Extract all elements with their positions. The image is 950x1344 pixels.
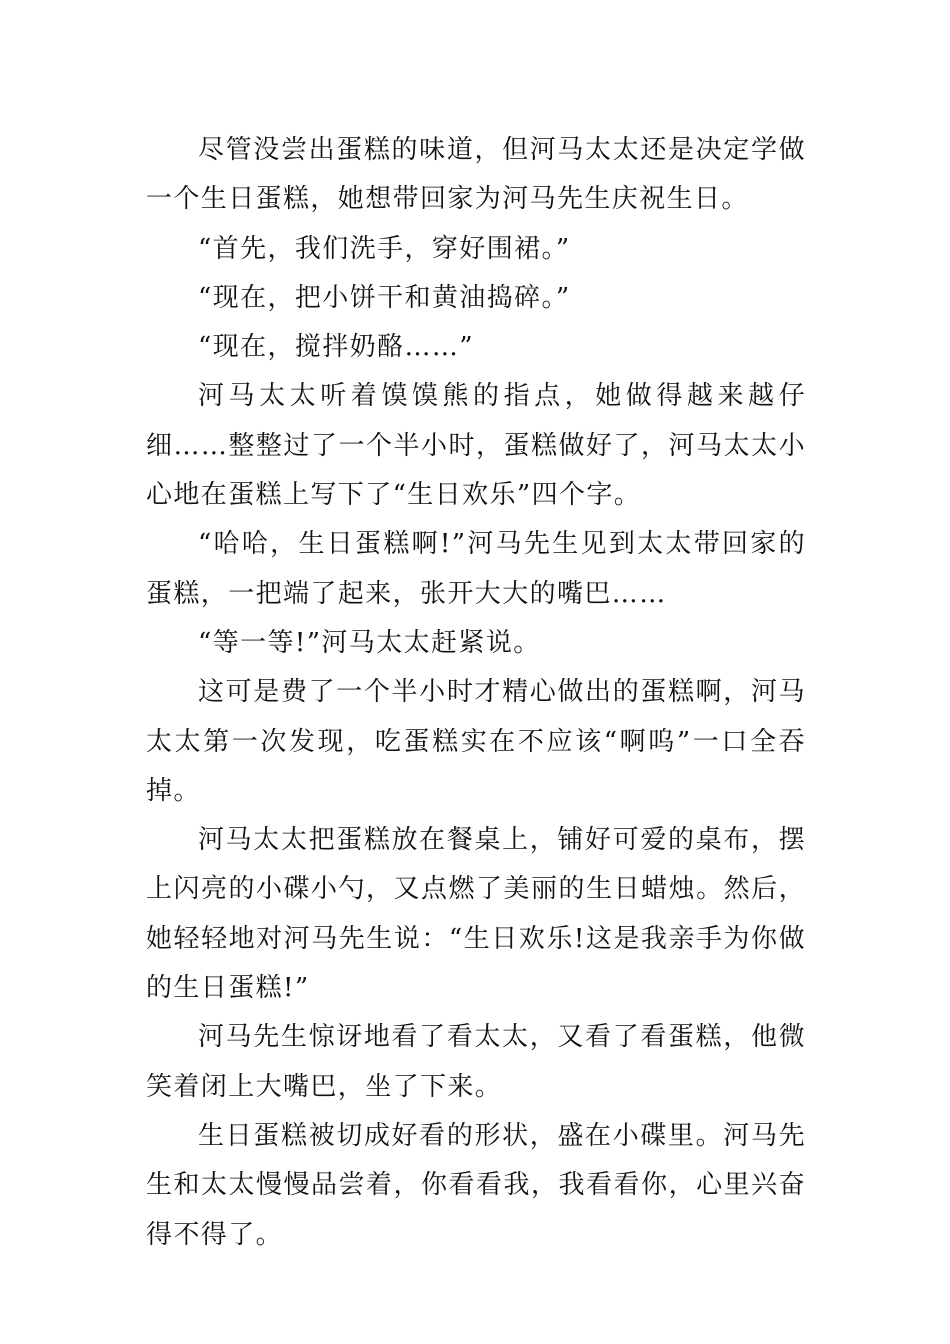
story-text bbox=[146, 126, 806, 1260]
paragraph: 河马先生惊讶地看了看太太，又看了看蛋糕，他微笑着闭上大嘴巴，坐了下来。 bbox=[146, 1022, 806, 1102]
paragraph: 河马太太把蛋糕放在餐桌上，铺好可爱的桌布，摆上闪亮的小碟小勺，又点燃了美丽的生日蜡烛。然后，她轻轻地对河马先生说：“生日欢乐!这是我亲手为你做的生日蛋糕!” bbox=[146, 825, 806, 1004]
paragraph: 生日蛋糕被切成好看的形状，盛在小碟里。河马先生和太太慢慢品尝着，你看看我，我看看你，心里兴奋得不得了。 bbox=[146, 1120, 806, 1250]
paragraph: “现在，搅拌奶酪……” bbox=[198, 332, 474, 363]
paragraph: “首先，我们洗手，穿好围裙。” bbox=[198, 233, 571, 264]
paragraph: 这可是费了一个半小时才精心做出的蛋糕啊，河马太太第一次发现，吃蛋糕实在不应该“啊呜”一口全吞掉。 bbox=[146, 677, 806, 806]
paragraph: “哈哈，生日蛋糕啊!”河马先生见到太太带回家的蛋糕，一把端了起来，张开大大的嘴巴…… bbox=[146, 529, 806, 609]
paragraph: “现在，把小饼干和黄油捣碎。” bbox=[198, 282, 571, 313]
paragraph: “等一等!”河马太太赶紧说。 bbox=[198, 627, 541, 658]
paragraph: 河马太太听着馍馍熊的指点，她做得越来越仔细……整整过了一个半小时，蛋糕做好了，河马太太小心地在蛋糕上写下了“生日欢乐”四个字。 bbox=[146, 381, 806, 511]
paragraph: 尽管没尝出蛋糕的味道，但河马太太还是决定学做一个生日蛋糕，她想带回家为河马先生庆祝生日。 bbox=[146, 135, 806, 215]
